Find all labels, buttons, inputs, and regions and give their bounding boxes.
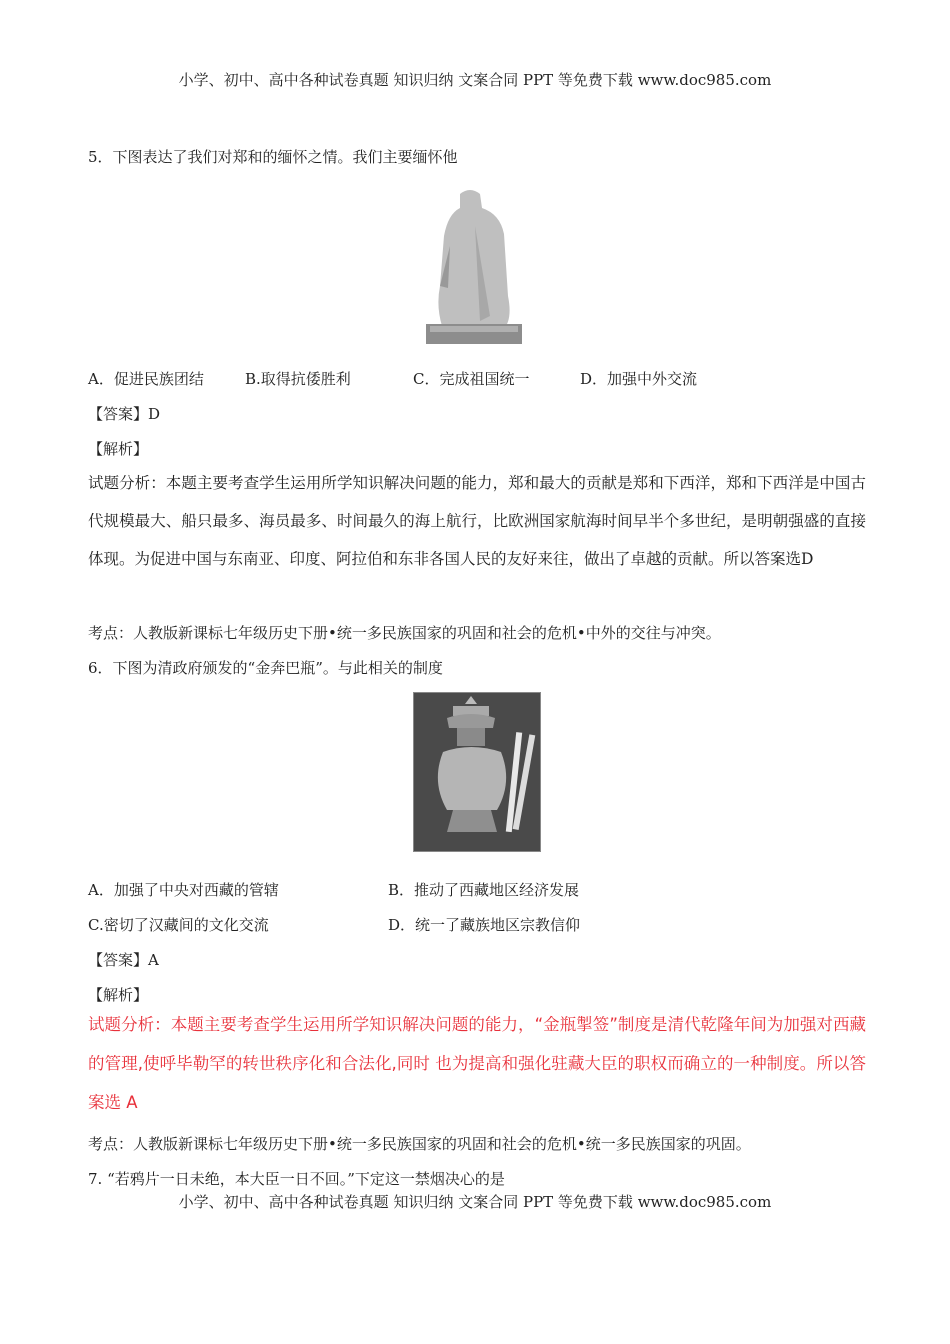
- q6-option-c: C.密切了汉藏间的文化交流: [88, 916, 269, 934]
- q5-answer: 【答案】D: [88, 405, 161, 423]
- q6-answer: 【答案】A: [88, 951, 159, 969]
- page-footer: 小学、初中、高中各种试卷真题 知识归纳 文案合同 PPT 等免费下载 www.doc985.com: [178, 1193, 772, 1211]
- q5-point: 考点：人教版新课标七年级历史下册•统一多民族国家的巩固和社会的危机•中外的交往与冲突。: [88, 624, 721, 642]
- q6-option-a: A．加强了中央对西藏的管辖: [88, 881, 279, 899]
- q6-analysis-label: 【解析】: [88, 986, 149, 1004]
- q7-stem: 7. “若鸦片一日未绝，本大臣一日不回。”下定这一禁烟决心的是: [88, 1170, 505, 1188]
- golden-urn-image: [413, 692, 541, 852]
- q5-option-d: D．加强中外交流: [580, 370, 698, 388]
- q5-option-a: A．促进民族团结: [88, 370, 204, 388]
- q5-analysis: 试题分析：本题主要考查学生运用所学知识解决问题的能力，郑和最大的贡献是郑和下西洋，郑和下西洋是中国古代规模最大、船只最多、海员最多、时间最久的海上航行，比欧洲国家航海时间早半个多世纪，是明朝强盛的直接体现。为促进中国与东南亚、印度、阿拉伯和东非各国人民的友好来往，做出了卓越的贡献。所以答案选D: [88, 474, 866, 568]
- q5-option-c: C．完成祖国统一: [413, 370, 530, 388]
- q5-analysis-label: 【解析】: [88, 440, 149, 458]
- zheng-he-statue-image: [420, 186, 526, 346]
- q6-option-d: D．统一了藏族地区宗教信仰: [388, 916, 581, 934]
- q6-analysis: 试题分析：本题主要考查学生运用所学知识解决问题的能力，“金瓶掣签”制度是清代乾隆年间为加强对西藏的管理,使呼毕勒罕的转世秩序化和合法化,同时 也为提高和强化驻藏大臣的职权而确立的一种制度。所以答案选 A: [88, 1015, 866, 1112]
- q6-point: 考点：人教版新课标七年级历史下册•统一多民族国家的巩固和社会的危机•统一多民族国家的巩固。: [88, 1135, 751, 1153]
- q5-option-b: B.取得抗倭胜利: [245, 370, 351, 388]
- page-header: 小学、初中、高中各种试卷真题 知识归纳 文案合同 PPT 等免费下载 www.doc985.com: [178, 71, 772, 89]
- q6-stem: 6．下图为清政府颁发的“金奔巴瓶”。与此相关的制度: [88, 659, 443, 677]
- q6-option-b: B．推动了西藏地区经济发展: [388, 881, 580, 899]
- q5-stem: 5．下图表达了我们对郑和的缅怀之情。我们主要缅怀他: [88, 148, 458, 166]
